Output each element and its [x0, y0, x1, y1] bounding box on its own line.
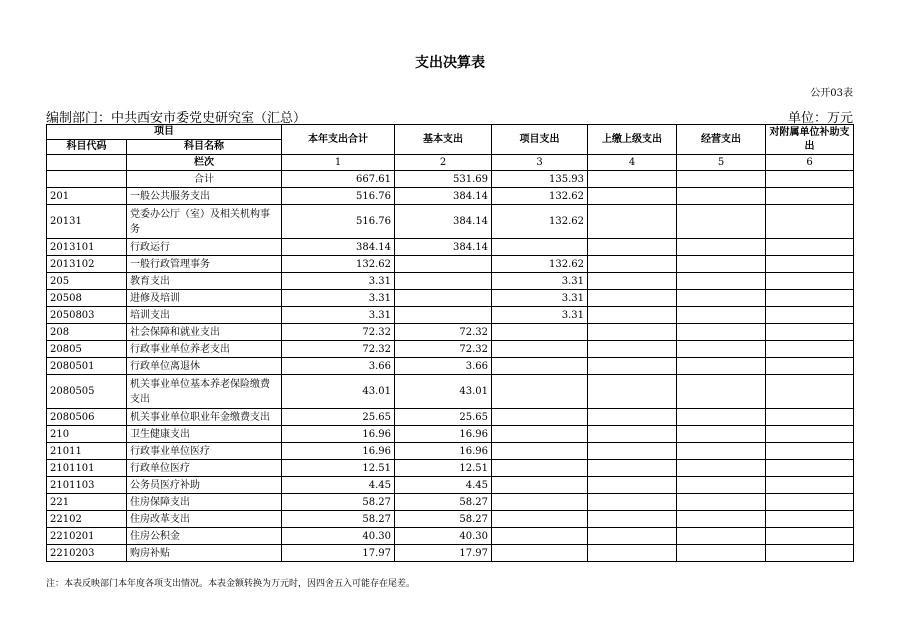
row-name: 行政单位离退休 [127, 358, 282, 375]
row-total: 3.31 [282, 290, 395, 307]
row-project: 3.31 [492, 307, 588, 324]
table-row [47, 307, 854, 324]
row-basic [395, 290, 492, 307]
row-project [492, 528, 588, 545]
row-total: 4.45 [282, 477, 395, 494]
row-basic: 72.32 [395, 341, 492, 358]
table-row [47, 239, 854, 256]
row-upper [588, 205, 677, 239]
row-total: 43.01 [282, 375, 395, 409]
table-row [47, 324, 854, 341]
row-business [677, 375, 766, 409]
row-basic: 384.14 [395, 188, 492, 205]
table-body [47, 171, 854, 562]
row-upper [588, 290, 677, 307]
row-basic: 17.97 [395, 545, 492, 562]
row-upper [588, 460, 677, 477]
form-code: 公开03表 [810, 88, 853, 99]
row-upper [588, 426, 677, 443]
row-basic: 384.14 [395, 239, 492, 256]
header-total: 本年支出合计 [282, 125, 395, 155]
row-business [677, 273, 766, 290]
row-name: 社会保障和就业支出 [127, 324, 282, 341]
row-project [492, 443, 588, 460]
row-name: 住房公积金 [127, 528, 282, 545]
row-subsidy [766, 307, 854, 324]
row-name: 一般行政管理事务 [127, 256, 282, 273]
header-upper: 上缴上级支出 [588, 125, 677, 155]
row-business [677, 324, 766, 341]
row-project: 3.31 [492, 290, 588, 307]
row-upper [588, 239, 677, 256]
row-project: 132.62 [492, 205, 588, 239]
row-project: 132.62 [492, 188, 588, 205]
row-upper [588, 341, 677, 358]
row-basic: 72.32 [395, 324, 492, 341]
row-name: 机关事业单位职业年金缴费支出 [127, 409, 282, 426]
row-business [677, 341, 766, 358]
expenditure-table [46, 124, 854, 562]
row-code: 2210201 [47, 528, 127, 545]
row-code: 208 [47, 324, 127, 341]
row-subsidy [766, 494, 854, 511]
row-business [677, 426, 766, 443]
row-basic [395, 273, 492, 290]
row-subsidy [766, 477, 854, 494]
col-num-6: 6 [766, 155, 854, 171]
row-upper [588, 375, 677, 409]
row-code: 20131 [47, 205, 127, 239]
row-project [492, 375, 588, 409]
table-row [47, 358, 854, 375]
row-basic: 58.27 [395, 494, 492, 511]
row-subsidy [766, 545, 854, 562]
row-total: 667.61 [282, 171, 395, 188]
header-basic: 基本支出 [395, 125, 492, 155]
row-subsidy [766, 341, 854, 358]
row-total: 40.30 [282, 528, 395, 545]
header-code: 科目代码 [47, 140, 127, 155]
row-business [677, 188, 766, 205]
row-code: 2210203 [47, 545, 127, 562]
row-project [492, 545, 588, 562]
row-upper [588, 477, 677, 494]
row-project [492, 460, 588, 477]
row-upper [588, 273, 677, 290]
row-total: 516.76 [282, 205, 395, 239]
header-col-no: 栏次 [127, 155, 282, 171]
table-row [47, 477, 854, 494]
table-row [47, 375, 854, 409]
row-code: 2080505 [47, 375, 127, 409]
row-upper [588, 188, 677, 205]
row-code: 22102 [47, 511, 127, 528]
row-upper [588, 494, 677, 511]
row-name: 住房保障支出 [127, 494, 282, 511]
row-project: 132.62 [492, 256, 588, 273]
table-row [47, 205, 854, 239]
row-name: 进修及培训 [127, 290, 282, 307]
row-subsidy [766, 239, 854, 256]
footnote: 注：本表反映部门本年度各项支出情况。本表金额转换为万元时，因四舍五入可能存在尾差。 [46, 579, 416, 589]
row-code: 201 [47, 188, 127, 205]
col-num-4: 4 [588, 155, 677, 171]
row-basic: 3.66 [395, 358, 492, 375]
header-blank [47, 155, 127, 171]
row-subsidy [766, 375, 854, 409]
row-subsidy [766, 171, 854, 188]
row-total: 58.27 [282, 511, 395, 528]
row-code: 20508 [47, 290, 127, 307]
row-business [677, 443, 766, 460]
row-name: 一般公共服务支出 [127, 188, 282, 205]
row-total: 58.27 [282, 494, 395, 511]
row-business [677, 409, 766, 426]
row-business [677, 494, 766, 511]
row-name: 住房改革支出 [127, 511, 282, 528]
row-basic: 58.27 [395, 511, 492, 528]
row-name: 培训支出 [127, 307, 282, 324]
row-upper [588, 307, 677, 324]
table-row [47, 290, 854, 307]
row-basic: 12.51 [395, 460, 492, 477]
row-business [677, 545, 766, 562]
row-total: 384.14 [282, 239, 395, 256]
row-upper [588, 171, 677, 188]
header-name: 科目名称 [127, 140, 282, 155]
row-upper [588, 324, 677, 341]
row-basic: 40.30 [395, 528, 492, 545]
unit-label: 单位：万元 [787, 111, 853, 126]
row-code: 221 [47, 494, 127, 511]
row-basic: 16.96 [395, 443, 492, 460]
row-code: 2013101 [47, 239, 127, 256]
row-code: 21011 [47, 443, 127, 460]
row-subsidy [766, 409, 854, 426]
table-row [47, 256, 854, 273]
row-subsidy [766, 443, 854, 460]
row-basic: 43.01 [395, 375, 492, 409]
row-name: 党委办公厅（室）及相关机构事务 [127, 205, 282, 239]
row-name: 行政事业单位医疗 [127, 443, 282, 460]
row-project [492, 494, 588, 511]
row-code: 2080506 [47, 409, 127, 426]
table-row [47, 341, 854, 358]
row-business [677, 205, 766, 239]
row-basic: 16.96 [395, 426, 492, 443]
row-business [677, 290, 766, 307]
row-business [677, 477, 766, 494]
row-upper [588, 545, 677, 562]
row-upper [588, 256, 677, 273]
row-project [492, 341, 588, 358]
row-business [677, 171, 766, 188]
table-row [47, 511, 854, 528]
row-upper [588, 528, 677, 545]
row-name: 公务员医疗补助 [127, 477, 282, 494]
row-name: 购房补贴 [127, 545, 282, 562]
row-business [677, 511, 766, 528]
table-row [47, 528, 854, 545]
row-total: 16.96 [282, 443, 395, 460]
row-name: 行政事业单位养老支出 [127, 341, 282, 358]
table-row [47, 426, 854, 443]
col-num-3: 3 [492, 155, 588, 171]
row-business [677, 256, 766, 273]
row-project [492, 426, 588, 443]
row-name: 教育支出 [127, 273, 282, 290]
row-subsidy [766, 528, 854, 545]
col-num-5: 5 [677, 155, 766, 171]
row-subsidy [766, 188, 854, 205]
row-total: 72.32 [282, 341, 395, 358]
row-project [492, 409, 588, 426]
row-total: 16.96 [282, 426, 395, 443]
table-row [47, 188, 854, 205]
header-subsidy: 对附属单位补助支出 [766, 125, 854, 155]
table-row [47, 443, 854, 460]
row-project [492, 324, 588, 341]
row-subsidy [766, 273, 854, 290]
table-row [47, 273, 854, 290]
row-total: 72.32 [282, 324, 395, 341]
row-name: 机关事业单位基本养老保险缴费支出 [127, 375, 282, 409]
row-code: 20805 [47, 341, 127, 358]
row-total: 3.66 [282, 358, 395, 375]
header-project: 项目支出 [492, 125, 588, 155]
row-code: 2050803 [47, 307, 127, 324]
row-project [492, 477, 588, 494]
row-code: 2101103 [47, 477, 127, 494]
page-title: 支出决算表 [415, 55, 485, 71]
row-upper [588, 443, 677, 460]
row-subsidy [766, 358, 854, 375]
table-row [47, 494, 854, 511]
row-total: 17.97 [282, 545, 395, 562]
row-total: 12.51 [282, 460, 395, 477]
row-subsidy [766, 290, 854, 307]
row-business [677, 460, 766, 477]
row-project [492, 239, 588, 256]
row-basic: 531.69 [395, 171, 492, 188]
row-name: 卫生健康支出 [127, 426, 282, 443]
row-project: 3.31 [492, 273, 588, 290]
row-code: 210 [47, 426, 127, 443]
row-basic: 384.14 [395, 205, 492, 239]
row-business [677, 358, 766, 375]
row-code: 205 [47, 273, 127, 290]
row-basic [395, 307, 492, 324]
row-upper [588, 358, 677, 375]
header-business: 经营支出 [677, 125, 766, 155]
col-num-1: 1 [282, 155, 395, 171]
row-subsidy [766, 426, 854, 443]
row-project [492, 358, 588, 375]
row-subsidy [766, 511, 854, 528]
row-name: 合计 [127, 171, 282, 188]
row-upper [588, 409, 677, 426]
row-code: 2013102 [47, 256, 127, 273]
row-project: 135.93 [492, 171, 588, 188]
header-item: 项目 [47, 125, 282, 140]
row-total: 25.65 [282, 409, 395, 426]
table-row [47, 171, 854, 188]
row-total: 516.76 [282, 188, 395, 205]
table-row [47, 409, 854, 426]
row-subsidy [766, 256, 854, 273]
row-basic: 25.65 [395, 409, 492, 426]
row-total: 3.31 [282, 307, 395, 324]
row-business [677, 239, 766, 256]
row-business [677, 528, 766, 545]
row-subsidy [766, 324, 854, 341]
row-project [492, 511, 588, 528]
row-total: 3.31 [282, 273, 395, 290]
row-name: 行政单位医疗 [127, 460, 282, 477]
row-business [677, 307, 766, 324]
row-name: 行政运行 [127, 239, 282, 256]
row-subsidy [766, 460, 854, 477]
table-row [47, 545, 854, 562]
row-code: 2080501 [47, 358, 127, 375]
row-basic: 4.45 [395, 477, 492, 494]
table-row [47, 460, 854, 477]
row-basic [395, 256, 492, 273]
row-subsidy [766, 205, 854, 239]
row-code [47, 171, 127, 188]
row-total: 132.62 [282, 256, 395, 273]
department-label: 编制部门：中共西安市委党史研究室（汇总） [46, 111, 307, 126]
row-upper [588, 511, 677, 528]
col-num-2: 2 [395, 155, 492, 171]
row-code: 2101101 [47, 460, 127, 477]
